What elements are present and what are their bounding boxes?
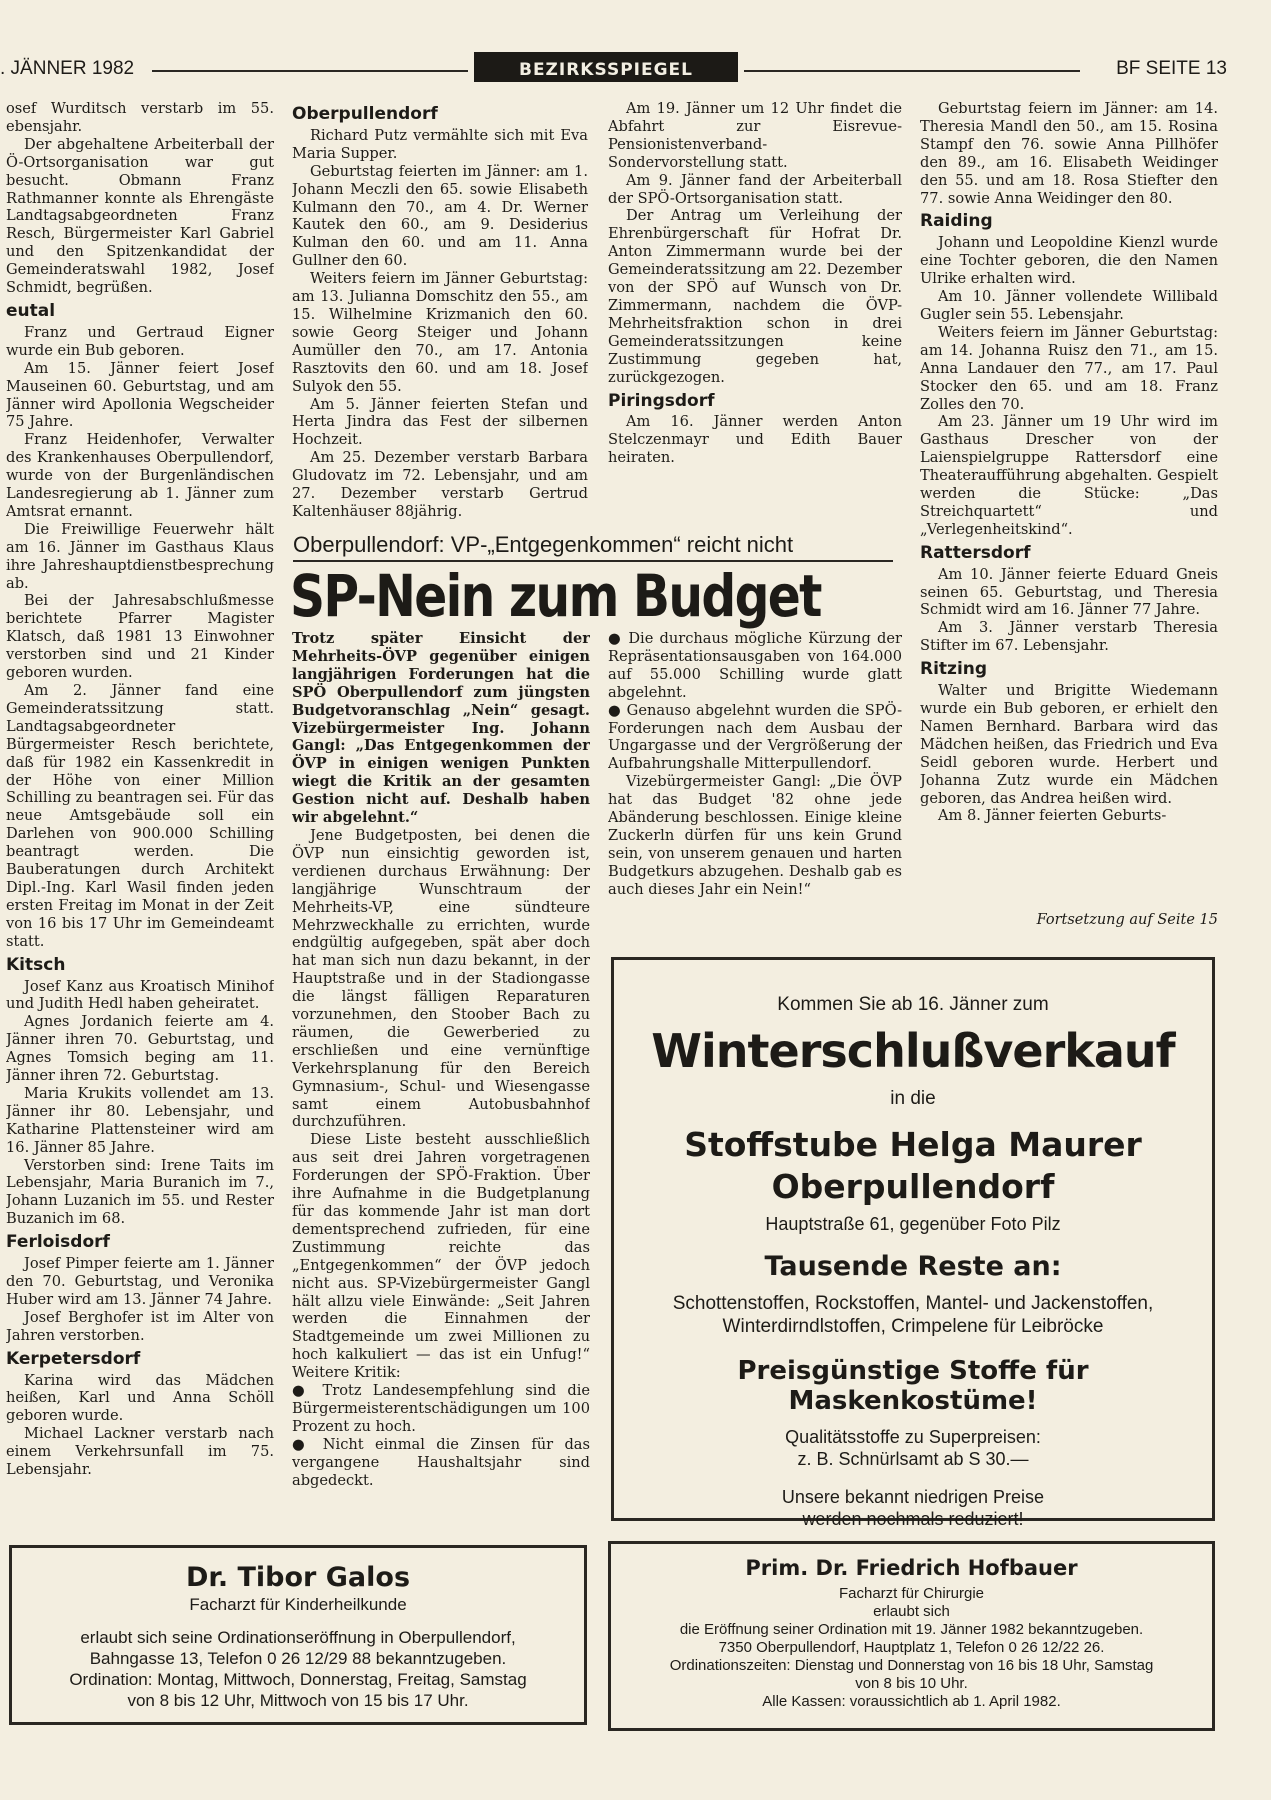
lede-paragraph: Trotz später Einsicht der Mehrheits-ÖVP gegenüber einigen langjährigen Forderungen hat die SPÖ Oberpullendorf zum jüngsten Budgetvoranschlag „Nein“ gesagt. Vizebürgermeister Ing. Johann Gangl: „Das Entgegenkommen der ÖVP in einigen wenigen Punkten wiegt die Kritik an der gesamten Gestion nicht auf. Deshalb haben wir abgelehnt.“ — [292, 630, 590, 827]
paragraph: Die Freiwillige Feuerwehr hält am 16. Jänner im Gasthaus Klaus ihre Jahreshauptdienstbesprechung ab. — [6, 520, 274, 592]
ad-galos-specialty: Facharzt für Kinderheilkunde — [189, 1595, 407, 1614]
subhead: Kitsch — [6, 954, 66, 975]
subhead: eutal — [6, 300, 56, 321]
column-1 — [6, 100, 274, 1540]
subhead: Piringsdorf — [608, 390, 715, 411]
paragraph: Am 5. Jänner feierten Stefan und Herta Jindra das Fest der silbernen Hochzeit. — [292, 395, 588, 449]
bullet-paragraph: ● Die durchaus mögliche Kürzung der Repräsentationsausgaben von 164.000 auf 55.000 Schilling wurde glatt abgelehnt. — [608, 630, 902, 701]
paragraph: Am 10. Jänner vollendete Willibald Gugler sein 55. Lebensjahr. — [920, 288, 1218, 323]
paragraph: Der abgehaltene Arbeiterball der Ö-Ortsorganisation war gut besucht. Obmann Franz Rathmanner konnte als Ehrengäste Landtagsabgeordneten Franz Resch, Bürgermeister Karl Gabriel und den Spitzenkandidat der Gemeinderatswahl 1982, Josef Schmidt, begrüßen. — [6, 135, 274, 297]
ad-galos-line-2: Bahngasse 13, Telefon 0 26 12/29 88 bekanntzugeben. — [89, 1649, 507, 1668]
paragraph: Karina wird das Mädchen heißen, Karl und Anna Schöll geboren wurde. — [6, 1371, 274, 1425]
issue-date: . JÄNNER 1982 — [0, 58, 135, 79]
ad-hof-line-1: erlaubt sich — [873, 1603, 950, 1620]
ad-galos-name: Dr. Tibor Galos — [185, 1562, 411, 1593]
ad-store-name — [614, 1124, 1212, 1208]
paragraph: Maria Krukits vollendet am 13. Jänner ihr 80. Lebensjahr, und Katharine Plattensteiner wird am 16. Jänner 85 Jahre. — [6, 1084, 274, 1156]
article-kicker: Oberpullendorf: VP-„Entgegenkommen“ reicht nicht — [293, 532, 794, 557]
paragraph: Am 15. Jänner feiert Josef Mauseinen 60. Geburtstag, und am Jänner wird Apollonia Wegscheider 75 Jahre. — [6, 359, 274, 431]
subhead: Kerpetersdorf — [6, 1348, 141, 1369]
ad-hof-line-5: von 8 bis 10 Uhr. — [855, 1675, 968, 1692]
ad-hof-body — [611, 1603, 1212, 1711]
bullet-paragraph: ● Trotz Landesempfehlung sind die Bürgermeisterentschädigungen um 100 Prozent zu hoch. — [292, 1382, 590, 1435]
ad-hof-line-3: 7350 Oberpullendorf, Hauptplatz 1, Telefon 0 26 12/22 26. — [718, 1639, 1105, 1656]
ad-quality-line-2: z. B. Schnürlsamt ab S 30.— — [797, 1449, 1029, 1469]
ad-hof-line-6: Alle Kassen: voraussichtlich ab 1. April 1982. — [762, 1693, 1061, 1710]
ad-fabric-line-1: Schottenstoffen, Rockstoffen, Mantel- und Jackenstoffen, — [672, 1293, 1154, 1314]
ad-prices-line-2: werden nochmals reduziert! — [802, 1509, 1024, 1529]
ad-galos-line-4: von 8 bis 12 Uhr, Mittwoch von 15 bis 17 Uhr. — [127, 1691, 469, 1710]
paragraph: Michael Lackner verstarb nach einem Verkehrsunfall im 75. Lebensjahr. — [6, 1425, 274, 1479]
paragraph: osef Wurditsch verstarb im 55. ebensjahr. — [6, 100, 274, 135]
paragraph: Geburtstag feierten im Jänner: am 1. Johann Meczli den 65. sowie Elisabeth Kulmann den 70., am 4. Dr. Werner Kautek den 60., am 9. Desiderius Kulman den 60. und am 11. Anna Gullner den 60. — [292, 162, 588, 270]
ad-hof-name: Prim. Dr. Friedrich Hofbauer — [745, 1556, 1078, 1580]
subhead: Ritzing — [920, 659, 988, 680]
ad-fabric-list — [614, 1292, 1212, 1338]
continuation-note: Fortsetzung auf Seite 15 — [1036, 912, 1218, 928]
page-header — [0, 52, 1271, 88]
paragraph: Agnes Jordanich feierte am 4. Jänner ihren 70. Geburtstag, und Agnes Tomsich beging am 11. Jänner ihren 72. Geburtstag. — [6, 1013, 274, 1085]
ad-quality — [614, 1426, 1212, 1470]
paragraph: Am 8. Jänner feierten Geburts- — [938, 807, 1167, 825]
article-column-b — [608, 630, 902, 930]
ad-store-line-2: Oberpullendorf — [771, 1167, 1055, 1206]
paragraph: Josef Berghofer ist im Alter von Jahren verstorben. — [6, 1308, 274, 1344]
ad-dr-galos — [9, 1545, 587, 1725]
header-rule-right — [744, 70, 1080, 72]
bullet-paragraph: ● Nicht einmal die Zinsen für das vergangene Haushaltsjahr sind abgedeckt. — [292, 1435, 590, 1489]
section-banner: BEZIRKSSPIEGEL — [474, 52, 738, 82]
paragraph: Walter und Brigitte Wiedemann wurde ein Bub geboren, er erhielt den Namen Bernhard. Barbara wird das Mädchen heißen, das Friedrich und Eva Seidl geboren wurde. Herbert und Johanna Zutz wurde ein Mädchen geboren, das Andrea heißen wird. — [920, 682, 1218, 807]
paragraph: Franz Heidenhofer, Verwalter des Krankenhauses Oberpullendorf, wurde von der Burgenländischen Landesregierung ab 1. Jänner zum Amtsrat ernannt. — [6, 431, 274, 520]
ad-intro: Kommen Sie ab 16. Jänner zum — [777, 994, 1049, 1015]
ad-title: Winterschlußverkauf — [651, 1024, 1175, 1078]
ad-prices — [614, 1486, 1212, 1530]
ad-hof-line-2: die Eröffnung seiner Ordination mit 19. Jänner 1982 bekanntzugeben. — [679, 1621, 1144, 1638]
ad-galos-line-3: Ordination: Montag, Mittwoch, Donnerstag, Freitag, Samstag — [69, 1670, 527, 1689]
ad-galos-line-1: erlaubt sich seine Ordinationseröffnung in Oberpullendorf, — [80, 1628, 516, 1647]
paragraph: Diese Liste besteht ausschließlich aus seit drei Jahren vorgetragenen Forderungen der SPÖ-Fraktion. Über ihre Aufnahme in die Budgetplanung für das kommende Jahr ist man dort dementsprechend zufrieden, für eine Zustimmung reichte das „Entgegenkommen“ der ÖVP jedoch nicht aus. SP-Vizebürgermeister Gangl hält allzu viele Einwände: „Seit Jahren werden die Einnahmen der Stadtgemeinde um zwei Millionen zu hoch kalkuliert — das ist ein Unfug!“ Weitere Kritik: — [292, 1131, 590, 1382]
ad-hof-specialty: Facharzt für Chirurgie — [838, 1585, 985, 1602]
paragraph: Weiters feiern im Jänner Geburtstag: am 14. Johanna Ruisz den 71., am 15. Anna Landauer den 77., am 17. Paul Stocker den 65. und am 18. Franz Zolles den 70. — [920, 323, 1218, 413]
ad-fabric-line-2: Winterdirndlstoffen, Crimpelene für Leibröcke — [722, 1316, 1104, 1337]
ad-store-line-1: Stoffstube Helga Maurer — [684, 1125, 1142, 1164]
column-2 — [292, 100, 588, 525]
paragraph: Johann und Leopoldine Kienzl wurde eine Tochter geboren, die den Namen Ulrike erhalten wird. — [920, 234, 1218, 288]
ad-in-die: in die — [890, 1088, 936, 1109]
paragraph: Verstorben sind: Irene Taits im Lebensjahr, Maria Buranich im 7., Johann Luzanich im 55. und Rester Buzanich im 68. — [6, 1156, 274, 1228]
subhead: Rattersdorf — [920, 542, 1031, 563]
ad-prices-line-1: Unsere bekannt niedrigen Preise — [781, 1487, 1045, 1507]
ad-reste: Tausende Reste an: — [764, 1251, 1062, 1282]
paragraph: Weiters feiern im Jänner Geburtstag: am 13. Julianna Domschitz den 55., am 15. Wilhelmine Krizmanich den 60. sowie Georg Steiger und Johann Aumüller den 70., am 17. Antonia Rasztovits den 60. und am 18. Josef Sulyok den 55. — [292, 270, 588, 395]
paragraph: Am 25. Dezember verstarb Barbara Gludovatz im 72. Lebensjahr, und am 27. Dezember verstarb Gertrud Kaltenhäuser 88jährig. — [292, 449, 588, 520]
paragraph: Am 19. Jänner um 12 Uhr findet die Abfahrt zur Eisrevue-Pensionistenverband-Sondervorstellung statt. — [608, 100, 902, 171]
page-number: BF SEITE 13 — [1116, 58, 1227, 79]
article-headline: SP-Nein zum Budget — [290, 562, 821, 630]
paragraph: Bei der Jahresabschlußmesse berichtete Pfarrer Magister Klatsch, daß 1981 13 Einwohner verstorben sind und 21 Kinder geboren wurden. — [6, 592, 274, 682]
paragraph: Franz und Gertraud Eigner wurde ein Bub geboren. — [6, 323, 274, 359]
ad-galos-body — [12, 1627, 584, 1711]
paragraph: Der Antrag um Verleihung der Ehrenbürgerschaft für Hofrat Dr. Anton Zimmermann wurde bei der Gemeinderatssitzung am 22. Dezember von der SPÖ auf Wunsch von Dr. Zimmermann, nachdem die ÖVP-Mehrheitsfraktion schon in drei Gemeinderatssitzungen keine Zustimmung gegeben hat, zurückgezogen. — [608, 207, 902, 386]
ad-winterschlussverkauf — [611, 957, 1215, 1529]
paragraph: Am 2. Jänner fand eine Gemeinderatssitzung statt. Landtagsabgeordneter Bürgermeister Resch berichtete, daß für 1982 ein Kassenkredit in der Höhe von einer Million Schilling zu beantragen sei. Für das neue Amtsgebäude soll ein Darlehen von 900.000 Schilling beantragt werden. Die Bauberatungen durch Architekt Dipl.-Ing. Karl Wasil finden jeden ersten Freitag im Monat in der Zeit von 16 bis 17 Uhr im Gemeindeamt statt. — [6, 682, 274, 950]
paragraph: Am 23. Jänner um 19 Uhr wird im Gasthaus Drescher von der Laienspielgruppe Rattersdorf eine Theateraufführung abgehalten. Gespielt werden die Stücke: „Das Streichquartett“ und „Verlegenheitskind“. — [920, 413, 1218, 538]
ad-masken: Preisgünstige Stoffe für Maskenkostüme! — [737, 1356, 1089, 1416]
ad-address: Hauptstraße 61, gegenüber Foto Pilz — [765, 1214, 1061, 1234]
subhead: Raiding — [920, 211, 993, 232]
paragraph: Richard Putz vermählte sich mit Eva Maria Supper. — [292, 126, 588, 162]
paragraph: Am 10. Jänner feierte Eduard Gneis seinen 65. Geburtstag, und Theresia Schmidt wird am 16. Jänner 77 Jahre. — [920, 565, 1218, 619]
paragraph: Geburtstag feiern im Jänner: am 14. Theresia Mandl den 50., am 15. Rosina Stampf den 76. sowie Anna Pillhöfer den 89., am 16. Elisabeth Weidinger den 55. und am 18. Rosa Stiefter den 77. sowie Anna Weidinger den 80. — [920, 100, 1218, 207]
ad-hof-line-4: Ordinationszeiten: Dienstag und Donnerstag von 16 bis 18 Uhr, Samstag — [669, 1657, 1154, 1674]
subhead: Oberpullendorf — [292, 104, 438, 124]
article-column-a — [292, 630, 590, 1510]
paragraph: Josef Kanz aus Kroatisch Minihof und Judith Hedl haben geheiratet. — [6, 977, 274, 1013]
paragraph: Am 9. Jänner fand der Arbeiterball der SPÖ-Ortsorganisation statt. — [608, 171, 902, 207]
paragraph: Vizebürgermeister Gangl: „Die ÖVP hat das Budget '82 ohne jede Abänderung beschlossen. Einige kleine Zuckerln dürfen für uns kein Grund sein, von unserem genauen und harten Budgetkurs abzugehen. Deshalb gab es auch dieses Jahr ein Nein!“ — [608, 773, 902, 898]
column-3 — [608, 100, 902, 525]
paragraph: Jene Budgetposten, bei denen die ÖVP nun einsichtig geworden ist, verdienen durchaus Erwähnung: Der langjährige Wunschtraum der Mehrheits-VP, eine sündteure Mehrzweckhalle zu errichten, wurde endgültig aufgegeben, spät aber doch hat man sich nun dazu bekannt, in der Hauptstraße und in der Stadiongasse die längst fälligen Reparaturen vorzunehmen, den Stoober Bach zu räumen, die Gewerberied zu erschließen und eine vernünftige Verkehrsplanung für den Bereich Gymnasium-, Schul- und Wiesengasse samt einem Autobusbahnhof durchzuführen. — [292, 826, 590, 1131]
paragraph: Am 3. Jänner verstarb Theresia Stifter im 67. Lebensjahr. — [920, 619, 1218, 655]
ad-dr-hofbauer — [608, 1541, 1215, 1731]
column-4 — [920, 100, 1218, 912]
header-rule-left — [152, 70, 468, 72]
paragraph: Am 16. Jänner werden Anton Stelczenmayr und Edith Bauer heiraten. — [608, 413, 902, 467]
bullet-paragraph: ● Genauso abgelehnt wurden die SPÖ-Forderungen nach dem Ausbau der Ungargasse und der Vergrößerung der Aufbahrungshalle Mitterpullendorf. — [608, 701, 902, 773]
ad-quality-line-1: Qualitätsstoffe zu Superpreisen: — [785, 1427, 1041, 1447]
subhead: Ferloisdorf — [6, 1232, 110, 1253]
paragraph: Josef Pimper feierte am 1. Jänner den 70. Geburtstag, und Veronika Huber wird am 13. Jänner 74 Jahre. — [6, 1255, 274, 1308]
